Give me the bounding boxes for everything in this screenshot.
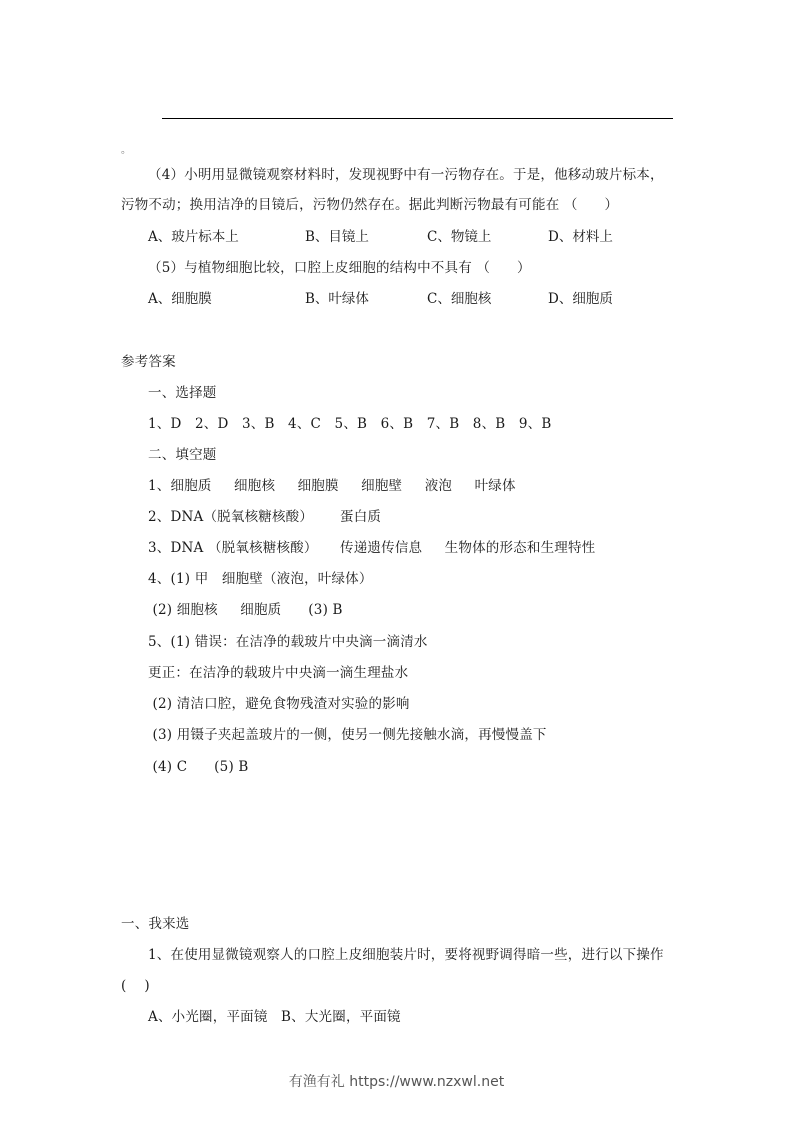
q4-option-a: A、玻片标本上 [148,229,239,245]
answer-fill-5-correction: 更正：在洁净的载玻片中央滴一滴生理盐水 [148,665,409,681]
answer-fill-1: 1、细胞质 细胞核 细胞膜 细胞壁 液泡 叶绿体 [148,478,516,494]
q4-line2: 污物不动；换用洁净的目镜后，污物仍然存在。据此判断污物最有可能在 （ ） [121,197,619,213]
answer-fill-5-45: (4) C (5) B [148,759,249,775]
header-rule [162,118,673,119]
q4-option-b: B、目镜上 [305,229,369,245]
q5-line1: （5）与植物细胞比较，口腔上皮细胞的结构中不具有 （ ） [148,260,531,276]
q5-option-a: A、细胞膜 [148,291,212,307]
q5-option-c: C、细胞核 [427,291,492,307]
answer-fill-5-3: (3) 用镊子夹起盖玻片的一侧，使另一侧先接触水滴，再慢慢盖下 [148,727,547,743]
q4-option-c: C、物镜上 [427,229,492,245]
continuation-mark: 。 [121,145,131,156]
answer-fill-4b: (2) 细胞核 细胞质 (3) B [148,602,343,618]
answers-section1-title: 一、选择题 [148,385,217,401]
part2-q1-line2: ( ) [121,978,150,994]
answer-fill-2: 2、DNA（脱氧核糖核酸） 蛋白质 [148,509,382,525]
answer-fill-5: 5、(1) 错误：在洁净的载玻片中央滴一滴清水 [148,634,428,650]
answer-fill-5-2: (2) 清洁口腔，避免食物残渣对实验的影响 [148,696,410,712]
q5-option-d: D、细胞质 [548,291,613,307]
part2-q1-line1: 1、在使用显微镜观察人的口腔上皮细胞装片时，要将视野调得暗一些，进行以下操作 [148,947,664,963]
part2-q1-options: A、小光圈，平面镜 B、大光圈，平面镜 [148,1009,401,1025]
q4-line1: （4）小明用显微镜观察材料时，发现视野中有一污物存在。于是，他移动玻片标本， [148,167,664,183]
q4-option-d: D、材料上 [548,229,613,245]
answers-section2-title: 二、填空题 [148,447,217,463]
q5-option-b: B、叶绿体 [305,291,369,307]
part2-section-title: 一、我来选 [121,916,190,932]
answers-section1-list: 1、D 2、D 3、B 4、C 5、B 6、B 7、B 8、B 9、B [148,416,552,432]
answer-fill-4: 4、(1) 甲 细胞壁（液泡，叶绿体） [148,571,373,587]
answer-fill-3: 3、DNA （脱氧核糖核酸） 传递遗传信息 生物体的形态和生理特性 [148,540,596,556]
answers-title: 参考答案 [121,354,176,370]
footer-watermark: 有渔有礼 https://www.nzxwl.net [288,1074,505,1090]
